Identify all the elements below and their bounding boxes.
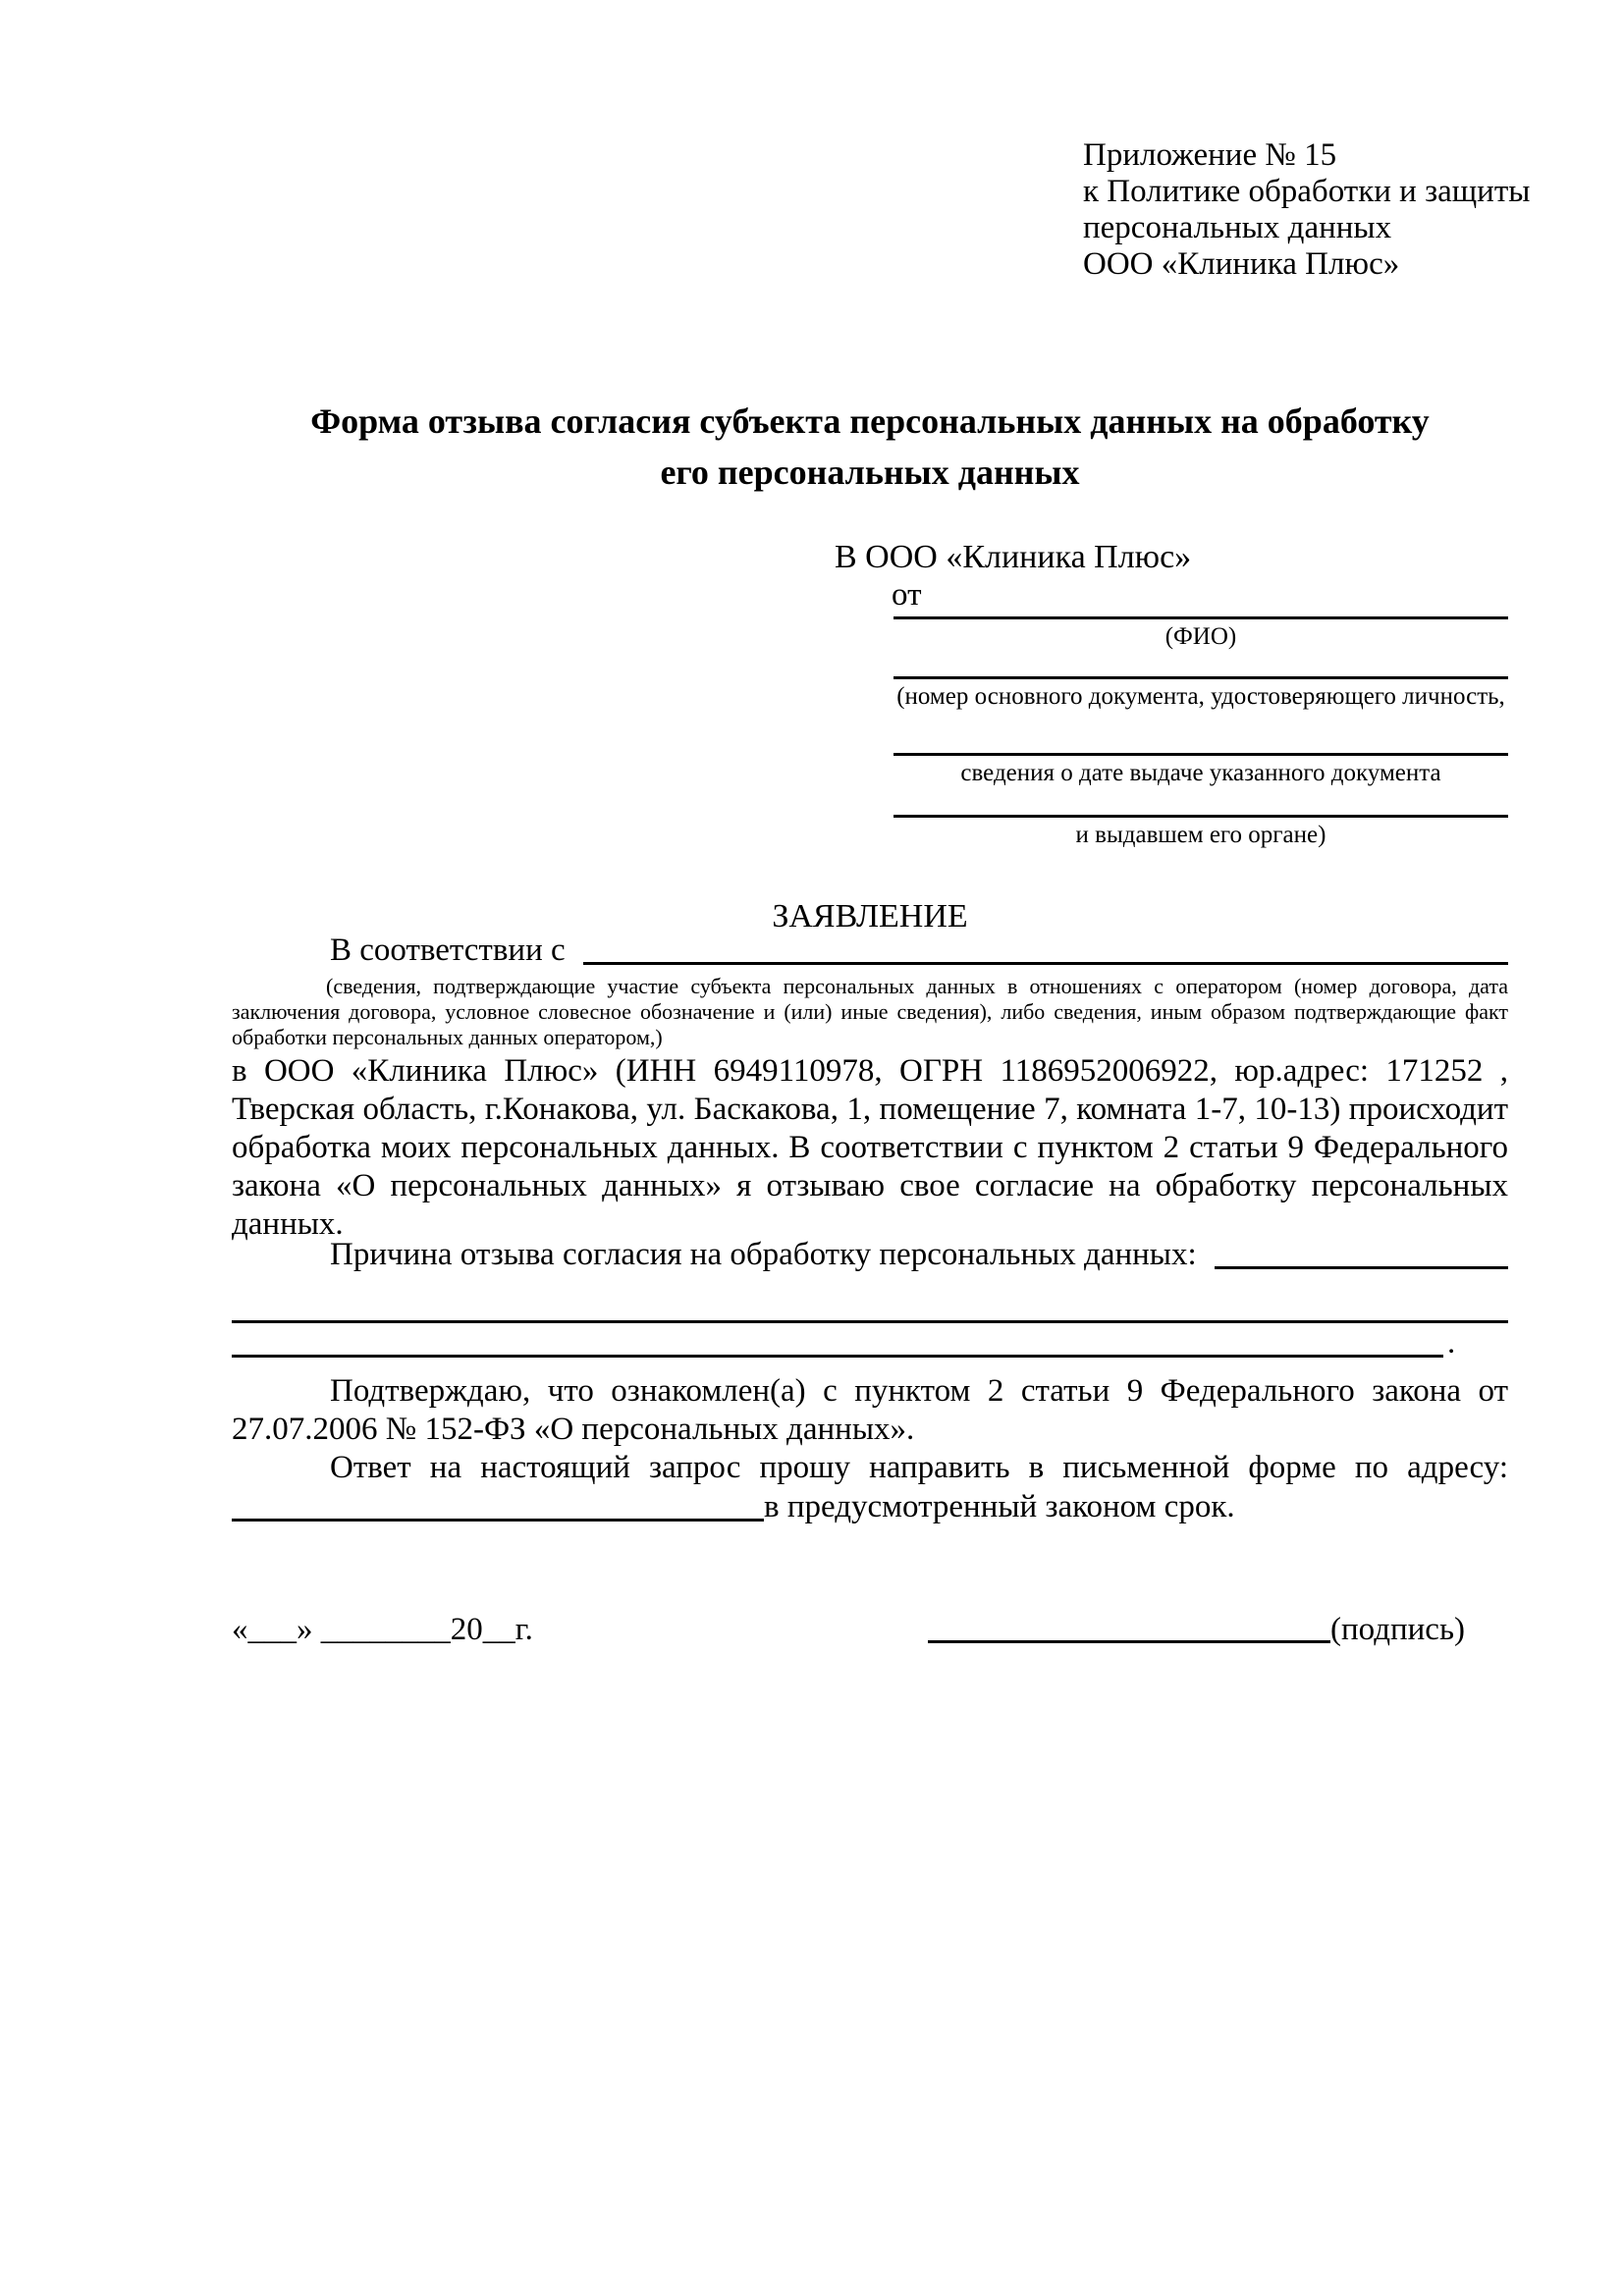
- fio-field: [893, 616, 1508, 652]
- footnote-text: (сведения, подтверждающие участие субъекта персональных данных в отношениях с оператором (номер договора, дата заключения договора, условное словесное обозначение и (или) иные сведения), либо сведения, иным образом подтверждающие факт обработки персональных данных оператором,): [232, 974, 1508, 1049]
- addressee-to: В ООО «Клиника Плюс»: [835, 539, 1192, 575]
- appendix-note: [1083, 137, 1530, 283]
- intro-blank-line: [583, 931, 1508, 965]
- reply-paragraph: Ответ на настоящий запрос прошу направить в письменной форме по адресу:: [330, 1450, 1508, 1485]
- intro-prefix: В соответствии с: [330, 933, 573, 968]
- writein-line-1: [232, 1320, 1508, 1323]
- intro-line: [232, 931, 1508, 970]
- issuing-authority-field-label: и выдавшем его органе): [1075, 822, 1326, 848]
- signature-row: [928, 1610, 1465, 1649]
- statement-heading: ЗАЯВЛЕНИЕ: [772, 898, 968, 934]
- signature-blank-line: [928, 1610, 1330, 1643]
- fio-field-label: (ФИО): [1164, 623, 1237, 650]
- confirmation-paragraph: Подтверждаю, что ознакомлен(а) с пунктом 2 статьи 9 Федерального закона от 27.07.2006 № 152-ФЗ «О персональных данных».: [232, 1373, 1508, 1447]
- appendix-note-line: Приложение № 15: [1083, 137, 1337, 173]
- document-title-line: Форма отзыва согласия субъекта персональных данных на обработку: [310, 401, 1430, 441]
- body-paragraph: в ООО «Клиника Плюс» (ИНН 6949110978, ОГРН 1186952006922, юр.адрес: 171252 , Тверская область, г.Конакова, ул. Баскакова, 1, помещение 7, комната 1-7, 10-13) происходит обработка моих персональных данных. В соответствии с пунктом 2 статьи 9 Федерального закона «О персональных данных» я отзываю свое согласие на обработку персональных данных.: [232, 1053, 1508, 1242]
- reply-address-line: [232, 1487, 1508, 1526]
- addressee-from-label: от: [892, 577, 922, 613]
- document-title-line: его персональных данных: [660, 453, 1080, 492]
- document-number-field-label: (номер основного документа, удостоверяющего личность,: [896, 683, 1505, 710]
- appendix-note-line: персональных данных: [1083, 210, 1392, 245]
- document-number-field: [893, 676, 1508, 712]
- address-blank-line: [232, 1487, 764, 1522]
- reason-line: [232, 1235, 1508, 1274]
- date-blank: «___» ________20__г.: [232, 1612, 533, 1647]
- reply-suffix: в предусмотренный законом срок.: [764, 1489, 1235, 1524]
- appendix-note-line: к Политике обработки и защиты: [1083, 174, 1531, 209]
- appendix-note-line: ООО «Клиника Плюс»: [1083, 246, 1400, 282]
- issuing-authority-field: [893, 815, 1508, 850]
- issue-date-field-label: сведения о дате выдаче указанного документа: [960, 760, 1441, 786]
- reason-end-period: .: [1447, 1325, 1456, 1361]
- document-title: [232, 396, 1508, 498]
- issue-date-field: [893, 753, 1508, 788]
- signature-label: (подпись): [1330, 1612, 1465, 1647]
- writein-line-2: [232, 1355, 1443, 1358]
- reason-blank-line: [1215, 1235, 1508, 1269]
- reason-prefix: Причина отзыва согласия на обработку персональных данных:: [330, 1237, 1205, 1272]
